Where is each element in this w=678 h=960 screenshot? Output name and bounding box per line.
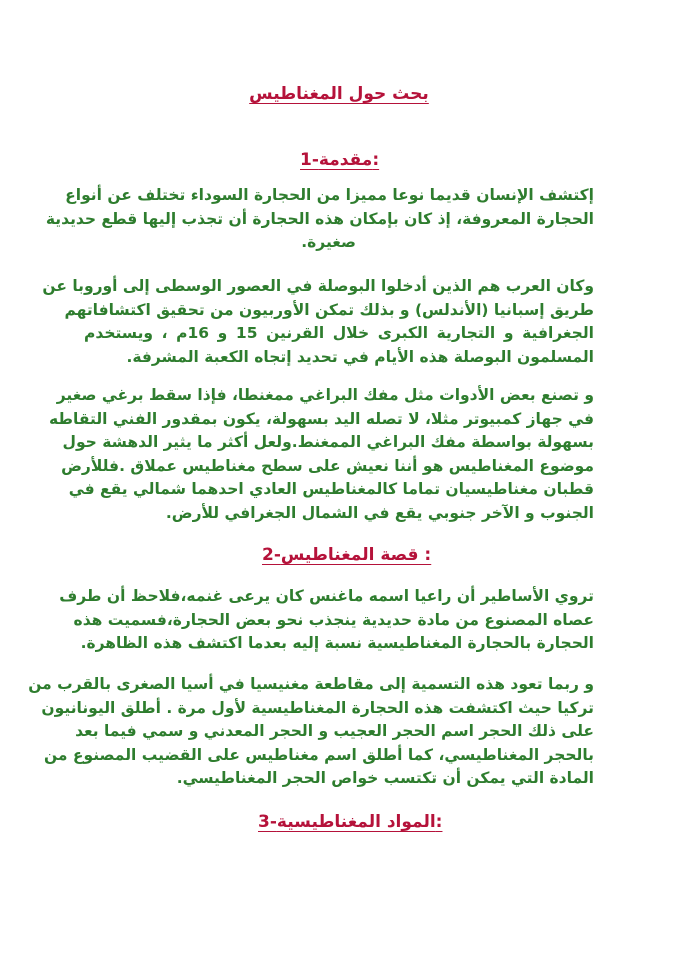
- text-line: الحجارة المعروفة، إذ كان بإمكان هذه الحجارة أن تجذب إليها قطع حديدية: [45, 209, 594, 228]
- text-line: موضوع المغناطيس هو أننا نعيش على سطح مغناطيس عملاق .فللأرض: [61, 456, 594, 475]
- text-line: طريق إسبانيا (الأندلس) و بذلك تمكن الأوربيون من تحقيق اكتشافاتهم: [64, 300, 594, 319]
- text-line: في جهاز كمبيوتر مثلا، لا تصله اليد بسهولة، يكون بمقدور الفني التقاطه: [49, 409, 594, 428]
- section-suffix: :: [418, 545, 432, 565]
- paragraph: [59, 585, 594, 656]
- section-title: قصة المغناطيس: [280, 545, 419, 565]
- section-suffix: :: [435, 812, 443, 832]
- text-line: وكان العرب هم الذين أدخلوا البوصلة في العصور الوسطى إلى أوروبا عن: [42, 277, 594, 295]
- text-line: الحجارة بالحجارة المغناطيسية نسبة إليه بعدما اكتشف هذه الظاهرة.: [80, 634, 594, 652]
- text-line: بالحجر المغناطيسي، كما أطلق اسم مغناطيس على القضيب المصنوع من: [43, 745, 594, 764]
- text-line: بسهولة بواسطة مفك البراغي الممغنط.ولعل أكثر ما يثير الدهشة حول: [62, 433, 594, 451]
- text-line: الجغرافية و التجارية الكبرى خلال القرنين 15 و 16م ، ويستخدم: [84, 324, 594, 342]
- text-line: المسلمون البوصلة هذه الأيام في تحديد إتجاه الكعبة المشرفة.: [126, 347, 594, 366]
- text-line: عصاه المصنوع من مادة حديدية ينجذب نحو بعض الحجارة،فسميت هذه: [73, 610, 594, 629]
- document-title: بحث حول المغناطيس: [249, 84, 429, 104]
- text-line: المادة التي يمكن أن تكتسب خواص الحجر المغناطيسي.: [176, 769, 594, 787]
- section-title: المواد المغناطيسية: [276, 812, 436, 832]
- text-line: إكتشف الإنسان قديما نوعا مميزا من الحجارة السوداء تختلف عن أنواع: [65, 186, 594, 204]
- text-line: صغيرة.: [301, 233, 356, 251]
- paragraph: [49, 384, 594, 525]
- text-line: و ربما تعود هذه التسمية إلى مقاطعة مغنيسيا في أسيا الصغرى بالقرب من: [28, 675, 594, 693]
- text-line: قطبان مغناطيسيان تماما كالمغناطيس العادي احدهما شمالي يقع في: [68, 480, 594, 498]
- text-line: تروي الأساطير أن راعيا اسمه ماغنس كان يرعى غنمه،فلاحظ أن طرف: [59, 587, 594, 605]
- section-number: 3-: [258, 812, 277, 832]
- text-line: و تصنع بعض الأدوات مثل مفك البراغي ممغنطا، فإذا سقط برغي صغير: [56, 386, 594, 404]
- text-line: على ذلك الحجر اسم الحجر العجيب و الحجر المعدني و سمي فيما بعد: [75, 722, 594, 740]
- section-suffix: :: [372, 150, 380, 170]
- section-number: 1-: [300, 150, 319, 170]
- text-line: الجنوب و الآخر جنوبي يقع في الشمال الجغرافي للأرض.: [165, 503, 594, 522]
- text-line: تركيا حيث اكتشفت هذه الحجارة المغناطيسية لأول مرة . أطلق اليونانيون: [41, 698, 594, 717]
- section-title: مقدمة: [318, 150, 373, 170]
- section-heading-materials: [258, 812, 442, 832]
- paragraph: [45, 184, 594, 255]
- paragraph: [28, 673, 594, 791]
- section-heading-intro: [300, 150, 379, 170]
- section-heading-story: [262, 545, 431, 565]
- section-number: 2-: [262, 545, 281, 565]
- paragraph: [42, 275, 594, 369]
